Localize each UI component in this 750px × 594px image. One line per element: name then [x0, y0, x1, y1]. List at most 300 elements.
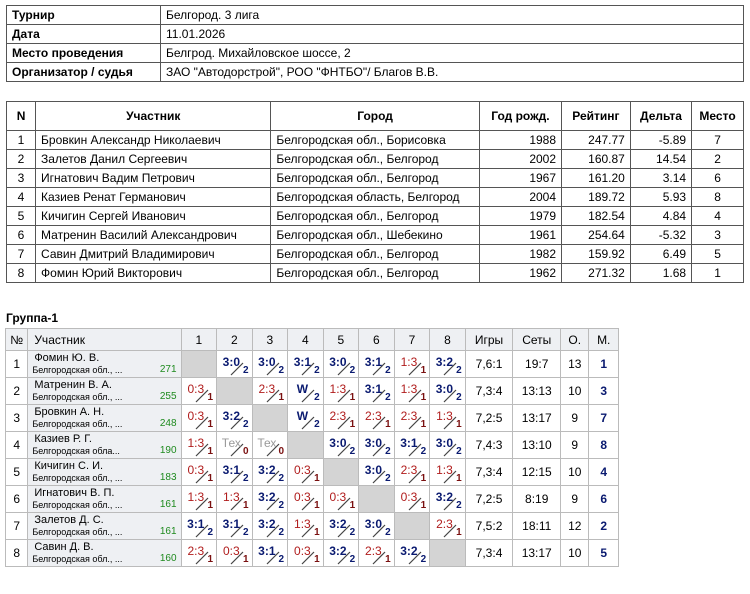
grid-points: 10 [561, 378, 589, 405]
grid-player-rating: 161 [159, 526, 177, 537]
match-points: 2 [385, 527, 391, 538]
participant-n: 5 [7, 207, 36, 226]
grid-player-rating: 255 [159, 391, 177, 402]
grid-sets: 13:17 [513, 540, 561, 567]
match-score: 3:2 [400, 544, 418, 558]
match-points: 2 [314, 392, 320, 403]
grid-player-name: Казиев Р. Г. [34, 433, 92, 445]
match-points: 0 [243, 446, 249, 457]
match-points: 1 [420, 473, 427, 484]
match-result-cell[interactable] [217, 513, 253, 540]
match-score: 1:3 [294, 517, 311, 531]
info-row [7, 44, 744, 63]
grid-row [6, 432, 619, 459]
match-result [395, 351, 430, 377]
match-result [359, 513, 394, 539]
match-score: 2:3 [400, 463, 418, 477]
grid-header: 6 [359, 329, 395, 351]
match-result-cell[interactable] [430, 378, 466, 405]
grid-header: 5 [323, 329, 359, 351]
participant-place: 2 [692, 150, 744, 169]
grid-place: 3 [589, 378, 619, 405]
match-result [359, 405, 394, 431]
match-points: 1 [349, 500, 356, 511]
grid-games: 7,3:4 [465, 459, 513, 486]
grid-place: 6 [589, 486, 619, 513]
match-score: 3:2 [258, 517, 276, 531]
match-result-cell[interactable] [394, 432, 430, 459]
participant-city: Белгородская обл., Борисовка [271, 131, 479, 150]
match-result [288, 513, 323, 539]
grid-place: 2 [589, 513, 619, 540]
participant-n: 1 [7, 131, 36, 150]
participant-rating: 160.87 [562, 150, 631, 169]
match-result-cell[interactable] [359, 513, 395, 540]
participant-place: 7 [692, 131, 744, 150]
match-result-cell[interactable] [288, 540, 324, 567]
match-result-cell[interactable] [181, 432, 217, 459]
info-key: Турнир [7, 6, 161, 25]
match-points: 2 [349, 554, 356, 565]
match-result [430, 513, 465, 539]
grid-player-city: Белгородская обл., ... [32, 554, 123, 564]
match-result [182, 513, 217, 539]
match-result [288, 351, 323, 377]
match-result-cell[interactable] [394, 378, 430, 405]
grid-player-rating: 248 [159, 418, 177, 429]
match-result-cell[interactable] [359, 432, 395, 459]
match-points: 1 [385, 419, 391, 430]
self-match-cell [394, 513, 430, 540]
match-points: 1 [456, 419, 462, 430]
grid-player-cell [28, 351, 181, 378]
match-result-cell[interactable] [394, 351, 430, 378]
match-result [324, 486, 359, 512]
participant-row [7, 245, 744, 264]
match-result [324, 540, 359, 566]
grid-row-number: 3 [6, 405, 28, 432]
match-result [182, 378, 217, 404]
match-score: 0:3 [222, 544, 240, 558]
match-result [359, 378, 394, 404]
match-result-cell[interactable] [252, 459, 288, 486]
grid-header: 2 [217, 329, 253, 351]
match-result [217, 432, 252, 458]
match-score: 0:3 [294, 463, 311, 477]
grid-player-name: Игнатович В. П. [34, 487, 115, 499]
grid-header: 1 [181, 329, 217, 351]
grid-player-cell [28, 378, 181, 405]
grid-player-name: Залетов Д. С. [34, 514, 104, 526]
info-key: Дата [7, 25, 161, 44]
match-result [217, 351, 252, 377]
grid-player-rating: 190 [159, 445, 177, 456]
info-value: Белгород. 3 лига [161, 6, 744, 25]
match-result [324, 378, 359, 404]
match-score: 1:3 [436, 409, 453, 423]
match-result [430, 351, 465, 377]
match-points: 2 [243, 473, 249, 484]
participant-delta: 1.68 [630, 264, 691, 283]
info-key: Место проведения [7, 44, 161, 63]
match-result-cell[interactable] [217, 459, 253, 486]
match-result [288, 540, 323, 566]
grid-row [6, 513, 619, 540]
self-match-cell [181, 351, 217, 378]
participant-delta: 5.93 [630, 188, 691, 207]
match-result-cell[interactable] [181, 378, 217, 405]
participant-rating: 189.72 [562, 188, 631, 207]
match-points: 2 [314, 419, 320, 430]
match-result-cell[interactable] [252, 351, 288, 378]
match-score: 1:3 [400, 355, 418, 369]
match-result-cell[interactable] [394, 540, 430, 567]
participant-year: 1967 [479, 169, 561, 188]
participant-year: 2004 [479, 188, 561, 207]
participant-rating: 271.32 [562, 264, 631, 283]
match-score: 3:1 [187, 517, 205, 531]
participant-row [7, 226, 744, 245]
match-points: 1 [456, 473, 462, 484]
grid-player-rating: 271 [159, 364, 177, 375]
info-row [7, 6, 744, 25]
grid-player-city: Белгородская обл., ... [32, 473, 123, 483]
match-score: 3:1 [293, 355, 312, 369]
participant-rating: 161.20 [562, 169, 631, 188]
match-score: 3:1 [364, 382, 383, 396]
match-points: 2 [385, 446, 391, 457]
info-row [7, 63, 744, 82]
participant-place: 4 [692, 207, 744, 226]
grid-row [6, 378, 619, 405]
match-score: W [296, 382, 309, 396]
grid-header: 7 [394, 329, 430, 351]
match-score: 3:0 [435, 382, 454, 396]
match-points: 1 [385, 554, 391, 565]
grid-player-name: Фомин Ю. В. [34, 352, 100, 364]
participant-city: Белгородская обл., Белгород [271, 207, 479, 226]
match-score: 3:1 [222, 463, 240, 477]
self-match-cell [288, 432, 324, 459]
participant-row [7, 169, 744, 188]
grid-player-name: Кичигин С. И. [34, 460, 104, 472]
match-score: W [296, 409, 309, 423]
grid-player-rating: 183 [159, 472, 177, 483]
match-score: 3:0 [364, 517, 383, 531]
participant-city: Белгородская обл., Белгород [271, 169, 479, 188]
match-points: 2 [456, 392, 462, 403]
match-result [324, 513, 359, 539]
participant-year: 1982 [479, 245, 561, 264]
match-score: 2:3 [187, 544, 205, 558]
match-result-cell[interactable] [323, 351, 359, 378]
match-result [324, 351, 359, 377]
self-match-cell [323, 459, 359, 486]
match-result [253, 378, 288, 404]
participant-rating: 159.92 [562, 245, 631, 264]
match-result-cell[interactable] [252, 540, 288, 567]
match-points: 0 [278, 446, 285, 457]
match-result-cell[interactable] [217, 405, 253, 432]
grid-row [6, 540, 619, 567]
participant-row [7, 150, 744, 169]
match-points: 1 [420, 419, 427, 430]
participant-year: 1961 [479, 226, 561, 245]
match-result [395, 540, 430, 566]
participant-n: 8 [7, 264, 36, 283]
grid-points: 9 [561, 486, 589, 513]
match-result-cell[interactable] [394, 486, 430, 513]
match-score: 3:0 [222, 355, 240, 369]
match-points: 2 [243, 365, 249, 376]
match-score: 0:3 [329, 490, 347, 504]
match-score: 3:1 [364, 355, 383, 369]
grid-games: 7,5:2 [465, 513, 513, 540]
match-score: 3:2 [258, 463, 276, 477]
match-points: 2 [278, 500, 285, 511]
match-score: 0:3 [400, 490, 418, 504]
match-result-cell[interactable] [288, 405, 324, 432]
match-result-cell[interactable] [252, 432, 288, 459]
grid-points: 10 [561, 459, 589, 486]
match-result-cell[interactable] [181, 513, 217, 540]
match-result-cell[interactable] [252, 486, 288, 513]
match-score: Тех [221, 436, 241, 450]
match-points: 1 [314, 527, 320, 538]
match-result-cell[interactable] [217, 432, 253, 459]
participant-place: 1 [692, 264, 744, 283]
grid-header: 3 [252, 329, 288, 351]
grid-games: 7,6:1 [465, 351, 513, 378]
match-result [253, 513, 288, 539]
grid-player-cell [28, 540, 181, 567]
match-result-cell[interactable] [323, 378, 359, 405]
participant-delta: 6.49 [630, 245, 691, 264]
match-score: 2:3 [365, 544, 382, 558]
match-score: 2:3 [329, 409, 347, 423]
participant-name: Савин Дмитрий Владимирович [36, 245, 271, 264]
match-points: 2 [349, 527, 356, 538]
grid-sets: 18:11 [513, 513, 561, 540]
match-score: 1:3 [222, 490, 240, 504]
match-result-cell[interactable] [394, 405, 430, 432]
match-result [253, 486, 288, 512]
participants-header: Место [692, 102, 744, 131]
match-score: 3:1 [400, 436, 418, 450]
participant-rating: 182.54 [562, 207, 631, 226]
match-result [182, 459, 217, 485]
grid-player-city: Белгородская обл., ... [32, 500, 123, 510]
participant-n: 2 [7, 150, 36, 169]
participant-name: Матренин Василий Александрович [36, 226, 271, 245]
grid-row-number: 5 [6, 459, 28, 486]
grid-player-name: Бровкин А. Н. [34, 406, 105, 418]
match-points: 2 [420, 554, 427, 565]
participant-city: Белгородская обл., Белгород [271, 150, 479, 169]
match-points: 1 [278, 392, 285, 403]
match-result-cell[interactable] [359, 378, 395, 405]
match-result-cell[interactable] [430, 405, 466, 432]
grid-player-name: Матренин В. А. [34, 379, 112, 391]
match-result [253, 459, 288, 485]
info-value: Белгрод. Михайловское шоссе, 2 [161, 44, 744, 63]
match-result-cell[interactable] [323, 432, 359, 459]
participants-header: Участник [36, 102, 271, 131]
match-result-cell[interactable] [217, 486, 253, 513]
grid-points: 13 [561, 351, 589, 378]
match-result-cell[interactable] [430, 459, 466, 486]
participant-delta: 3.14 [630, 169, 691, 188]
match-result-cell[interactable] [394, 459, 430, 486]
match-result [288, 486, 323, 512]
match-points: 1 [314, 473, 320, 484]
match-points: 2 [278, 473, 285, 484]
match-points: 2 [278, 527, 285, 538]
match-points: 2 [385, 473, 391, 484]
grid-row-number: 1 [6, 351, 28, 378]
match-result-cell[interactable] [430, 351, 466, 378]
match-points: 1 [314, 554, 320, 565]
participant-row [7, 264, 744, 283]
match-result-cell[interactable] [323, 513, 359, 540]
match-result-cell[interactable] [359, 459, 395, 486]
grid-sets: 8:19 [513, 486, 561, 513]
participants-header: Дельта [630, 102, 691, 131]
match-result [395, 486, 430, 512]
match-points: 2 [456, 365, 462, 376]
match-result-cell[interactable] [252, 378, 288, 405]
match-points: 2 [314, 365, 320, 376]
match-result-cell[interactable] [430, 513, 466, 540]
info-key: Организатор / судья [7, 63, 161, 82]
match-result-cell[interactable] [430, 432, 466, 459]
grid-sets: 13:10 [513, 432, 561, 459]
match-result [253, 540, 288, 566]
match-score: 2:3 [436, 517, 453, 531]
grid-sets: 13:17 [513, 405, 561, 432]
match-result-cell[interactable] [359, 405, 395, 432]
grid-row [6, 486, 619, 513]
match-result [182, 486, 217, 512]
match-result [395, 432, 430, 458]
grid-header: М. [589, 329, 619, 351]
info-value: ЗАО "Автодорстрой", РОО "ФНТБО"/ Благов В.В. [161, 63, 744, 82]
match-result-cell[interactable] [252, 513, 288, 540]
participants-table [6, 101, 744, 283]
participants-header: Рейтинг [562, 102, 631, 131]
match-score: 1:3 [187, 490, 205, 504]
grid-row [6, 351, 619, 378]
match-result [182, 432, 217, 458]
match-result [324, 405, 359, 431]
match-points: 2 [420, 446, 427, 457]
match-result-cell[interactable] [288, 459, 324, 486]
match-result [288, 459, 323, 485]
match-result-cell[interactable] [181, 459, 217, 486]
grid-row-number: 7 [6, 513, 28, 540]
match-result [395, 378, 430, 404]
match-score: 2:3 [400, 409, 418, 423]
grid-header: Сеты [513, 329, 561, 351]
match-result-cell[interactable] [323, 486, 359, 513]
match-score: 3:1 [222, 517, 240, 531]
match-result [253, 432, 288, 458]
grid-player-city: Белгородская обла... [32, 446, 120, 456]
match-result [217, 540, 252, 566]
match-result-cell[interactable] [359, 540, 395, 567]
match-result [324, 432, 359, 458]
match-score: 1:3 [436, 463, 453, 477]
match-result-cell[interactable] [288, 351, 324, 378]
match-result [217, 513, 252, 539]
match-result [395, 459, 430, 485]
participant-name: Игнатович Вадим Петрович [36, 169, 271, 188]
match-result [182, 540, 217, 566]
match-result-cell[interactable] [323, 405, 359, 432]
grid-points: 9 [561, 405, 589, 432]
match-result [288, 405, 323, 431]
match-result-cell[interactable] [181, 540, 217, 567]
match-score: 1:3 [329, 382, 347, 396]
grid-place: 7 [589, 405, 619, 432]
match-score: 3:2 [222, 409, 240, 423]
participant-delta: -5.89 [630, 131, 691, 150]
match-points: 1 [207, 473, 214, 484]
grid-player-cell [28, 405, 181, 432]
match-result-cell[interactable] [181, 405, 217, 432]
match-points: 2 [349, 365, 356, 376]
match-points: 2 [243, 419, 249, 430]
match-points: 2 [385, 365, 391, 376]
grid-games: 7,3:4 [465, 378, 513, 405]
participants-header: Год рожд. [479, 102, 561, 131]
match-score: 2:3 [258, 382, 276, 396]
grid-player-name: Савин Д. В. [34, 541, 94, 553]
grid-place: 4 [589, 459, 619, 486]
participant-year: 1962 [479, 264, 561, 283]
match-score: 3:2 [435, 490, 454, 504]
participant-rating: 254.64 [562, 226, 631, 245]
match-result-cell[interactable] [181, 486, 217, 513]
match-result-cell[interactable] [217, 540, 253, 567]
grid-player-cell [28, 513, 181, 540]
participant-name: Казиев Ренат Германович [36, 188, 271, 207]
match-result [359, 459, 394, 485]
participant-year: 2002 [479, 150, 561, 169]
match-points: 2 [243, 527, 249, 538]
match-points: 1 [456, 527, 462, 538]
match-score: 3:0 [364, 436, 383, 450]
grid-points: 12 [561, 513, 589, 540]
match-score: 3:0 [435, 436, 454, 450]
match-result-cell[interactable] [288, 513, 324, 540]
match-points: 1 [243, 554, 249, 565]
match-points: 1 [349, 392, 356, 403]
match-result-cell[interactable] [217, 351, 253, 378]
match-result-cell[interactable] [323, 540, 359, 567]
match-score: 3:2 [329, 544, 347, 558]
match-result-cell[interactable] [288, 378, 324, 405]
match-result-cell[interactable] [430, 486, 466, 513]
match-result [217, 405, 252, 431]
grid-place: 8 [589, 432, 619, 459]
match-points: 1 [207, 554, 214, 565]
grid-row-number: 8 [6, 540, 28, 567]
match-score: 2:3 [365, 409, 382, 423]
match-result [359, 351, 394, 377]
match-result-cell[interactable] [359, 351, 395, 378]
match-result-cell[interactable] [288, 486, 324, 513]
